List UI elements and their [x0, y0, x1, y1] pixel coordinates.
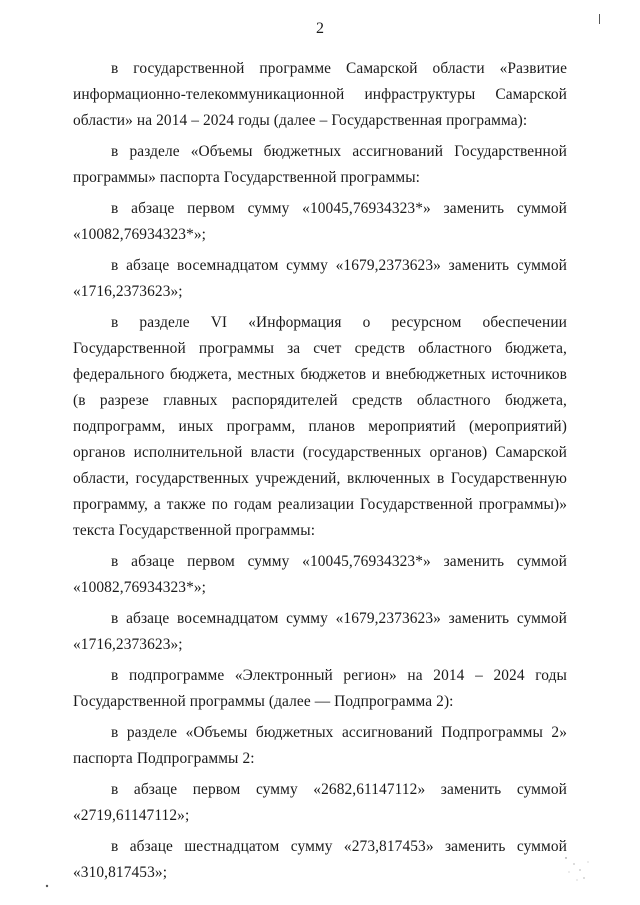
paragraph: в подпрограмме «Электронный регион» на 2014 – 2024 годы Государственной программы (далее — Подпрограмма 2):	[73, 667, 567, 710]
paragraph: в разделе «Объемы бюджетных ассигнований Подпрограммы 2» паспорта Подпрограммы 2:	[73, 724, 567, 767]
paragraph: в абзаце первом сумму «10045,76934323*» заменить суммой «10082,76934323*»;	[73, 200, 567, 243]
scan-mark	[598, 14, 601, 24]
page-number: 2	[316, 20, 324, 37]
scan-specks	[560, 850, 600, 890]
paragraph: в разделе VI «Информация о ресурсном обеспечении Государственной программы за счет средств областного бюджета, федерального бюджета, местных бюджетов и внебюджетных источников (в разрезе главных распорядителей средств областного бюджета, подпрограмм, иных программ, планов мероприятий (мероприятий) органов исполнительной власти (государственных органов) Самарской области, государственных учреждений, включенных в Государственную программу, а также по годам реализации Государственной программы)» текста Государственной программы:	[73, 314, 567, 539]
paragraph: в государственной программе Самарской области «Развитие информационно-телекоммуникационной инфраструктуры Самарской области» на 2014 – 2024 годы (далее – Государственная программа):	[73, 60, 567, 129]
paragraph: в абзаце первом сумму «2682,61147112» заменить суммой «2719,61147112»;	[73, 781, 567, 824]
paragraph: в абзаце восемнадцатом сумму «1679,2373623» заменить суммой «1716,2373623»;	[73, 610, 567, 653]
paragraph: в абзаце восемнадцатом сумму «1679,2373623» заменить суммой «1716,2373623»;	[73, 257, 567, 300]
paragraph: в разделе «Объемы бюджетных ассигнований Государственной программы» паспорта Государственной программы:	[73, 143, 567, 186]
document-body	[73, 56, 567, 891]
paragraph: в абзаце первом сумму «10045,76934323*» заменить суммой «10082,76934323*»;	[73, 553, 567, 596]
paragraph: в абзаце шестнадцатом сумму «273,817453» заменить суммой «310,817453»;	[73, 838, 567, 881]
scan-mark	[45, 884, 49, 888]
